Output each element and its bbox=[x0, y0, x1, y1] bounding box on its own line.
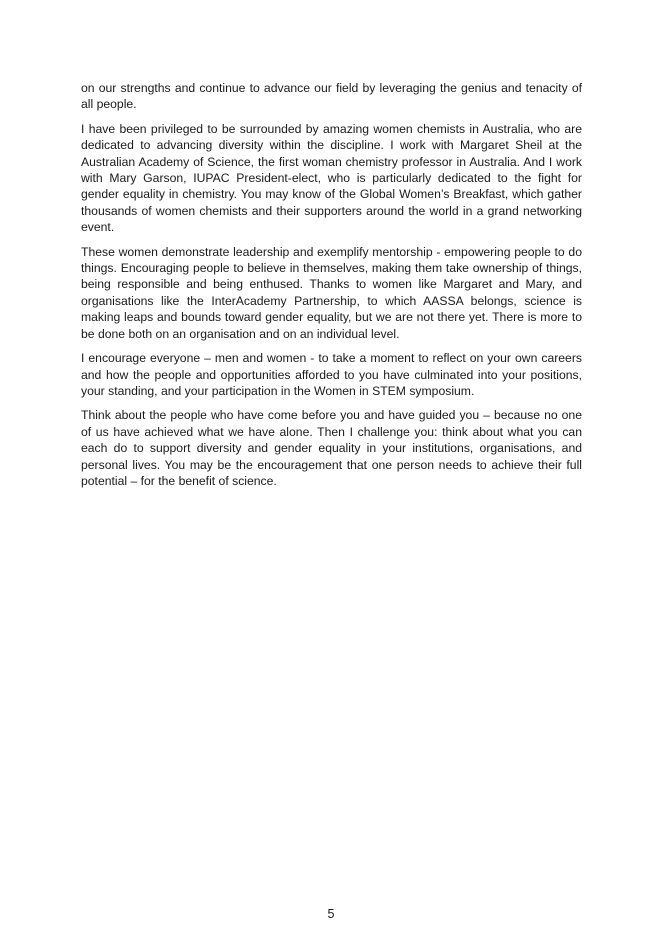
paragraph-1: on our strengths and continue to advance our field by leveraging the genius and tenacity of all people. bbox=[81, 81, 582, 112]
paragraph-3: These women demonstrate leadership and exemplify mentorship - empowering people to do things. Encouraging people to believe in themselves, making them take ownership of things, being responsible and being enthused. Thanks to women like Margaret and Mary, and organisations like the InterAcademy Partnership, to which AASSA belongs, science is making leaps and bounds toward gender equality, but we are not there yet. There is more to be done both on an organisation and on an individual level. bbox=[81, 244, 582, 341]
paragraph-5: Think about the people who have come before you and have guided you – because no one of us have achieved what we have alone. Then I challenge you: think about what you can each do to support diversity and gender equality in your institutions, organisations, and personal lives. You may be the encouragement that one person needs to achieve their full potential – for the benefit of science. bbox=[81, 408, 582, 488]
paragraph-4: I encourage everyone – men and women - to take a moment to reflect on your own careers and how the people and opportunities afforded to you have culminated into your positions, your standing, and your participation in the Women in STEM symposium. bbox=[81, 351, 582, 398]
page-body bbox=[81, 80, 582, 497]
page-number: 5 bbox=[327, 907, 335, 921]
paragraph-2: I have been privileged to be surrounded by amazing women chemists in Australia, who are dedicated to advancing diversity within the discipline. I work with Margaret Sheil at the Australian Academy of Science, the first woman chemistry professor in Australia. And I work with Mary Garson, IUPAC President-elect, who is particularly dedicated to the fight for gender equality in chemistry. You may know of the Global Women’s Breakfast, which gather thousands of women chemists and their supporters around the world in a grand networking event. bbox=[81, 121, 582, 235]
